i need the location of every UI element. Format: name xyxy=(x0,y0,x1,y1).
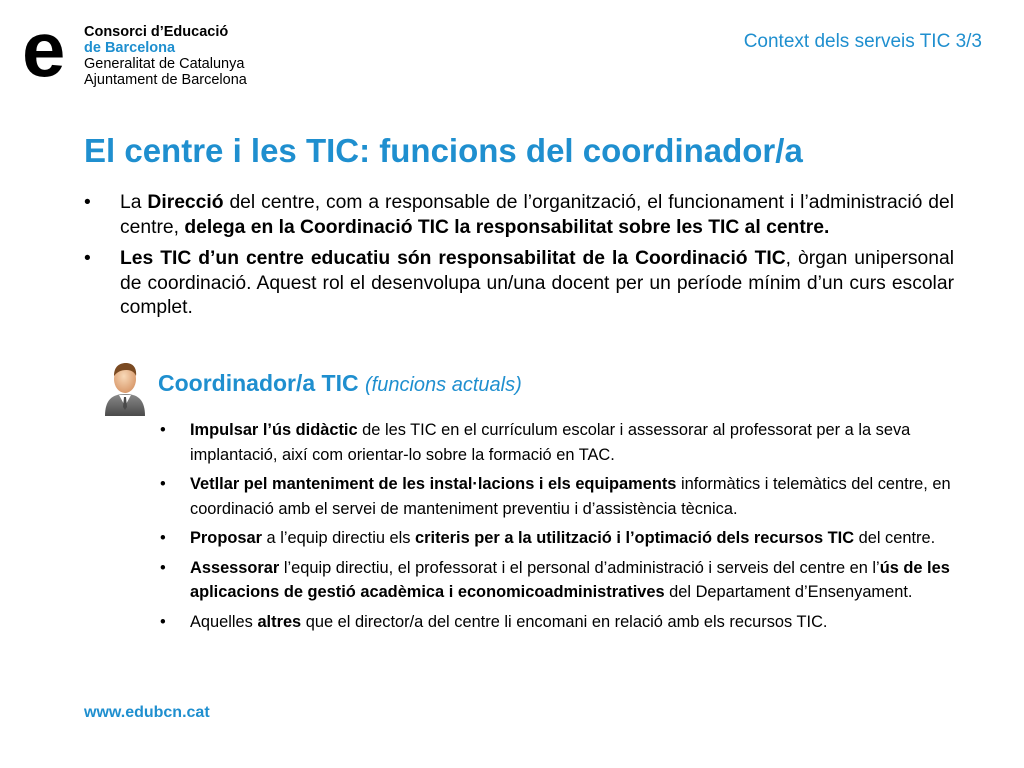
text: Aquelles xyxy=(190,612,258,631)
text: La xyxy=(120,192,148,213)
text: que el director/a del centre li encomani en relació amb els recursos TIC. xyxy=(301,612,828,631)
bold-text: Proposar xyxy=(190,529,262,547)
function-item xyxy=(160,472,996,521)
bold-text: Impulsar l’ús didàctic xyxy=(190,421,358,439)
bold-text: Les TIC d’un centre educatiu són responsabilitat de la Coordinació TIC xyxy=(120,248,786,269)
role-title xyxy=(158,370,522,397)
bold-text: Direcció xyxy=(147,192,224,213)
person-icon xyxy=(102,360,148,416)
bold-text: Assessorar xyxy=(190,558,280,577)
slide-context-label: Context dels serveis TIC 3/3 xyxy=(743,31,982,52)
functions-list xyxy=(160,418,996,639)
logo-letter: e xyxy=(22,5,64,93)
logo-line-1: Consorci d’Educació xyxy=(84,24,229,40)
bold-text: Vetllar pel manteniment de les instal·lacions i els equipaments xyxy=(190,475,677,493)
text: del Departament d’Ensenyament. xyxy=(664,583,913,601)
text: del centre. xyxy=(854,529,936,547)
text: del centre, com a responsable de l’organització, el funcionament i l’administració del centre, xyxy=(120,192,955,238)
text: l’equip directiu, el professorat i el personal d’administració i serveis del centre en l’ xyxy=(279,558,880,577)
logo-line-2: de Barcelona xyxy=(84,40,176,56)
role-title-text: Coordinador/a TIC xyxy=(158,370,359,396)
text: de les TIC en el currículum escolar i assessorar al professorat per a la seva implantació, així com orientar-lo sobre la formació en TAC. xyxy=(190,421,911,464)
text: informàtics i telemàtics del centre, en coordinació amb el servei de manteniment preventiu i d’assistència tècnica. xyxy=(190,475,951,518)
main-bullet-item xyxy=(84,191,954,240)
bold-text: delega en la Coordinació TIC la responsabilitat sobre les TIC al centre. xyxy=(184,216,830,238)
logo-line-3: Generalitat de Catalunya xyxy=(84,56,245,72)
slide-title: El centre i les TIC: funcions del coordinador/a xyxy=(84,132,803,169)
main-bullet-list xyxy=(84,191,954,328)
function-item xyxy=(160,418,996,467)
logo-text xyxy=(84,24,247,88)
text: a l’equip directiu els xyxy=(261,529,416,547)
footer-url: www.edubcn.cat xyxy=(84,704,210,721)
function-item xyxy=(160,556,996,605)
consorci-logo xyxy=(22,5,262,93)
bold-text: altres xyxy=(257,612,302,631)
logo-line-4: Ajuntament de Barcelona xyxy=(84,72,247,88)
bold-text: criteris per a la utilització i l’optimació dels recursos TIC xyxy=(415,529,855,547)
function-item xyxy=(160,526,996,551)
main-bullet-item xyxy=(84,247,954,321)
role-subtitle: (funcions actuals) xyxy=(365,374,522,396)
bold-text: ús de les aplicacions de gestió acadèmica i economicoadministratives xyxy=(190,558,950,601)
text: , òrgan unipersonal de coordinació. Aquest rol el desenvolupa un/una docent per un període mínim d’un curs escolar complet. xyxy=(120,248,954,318)
function-item xyxy=(160,610,996,635)
